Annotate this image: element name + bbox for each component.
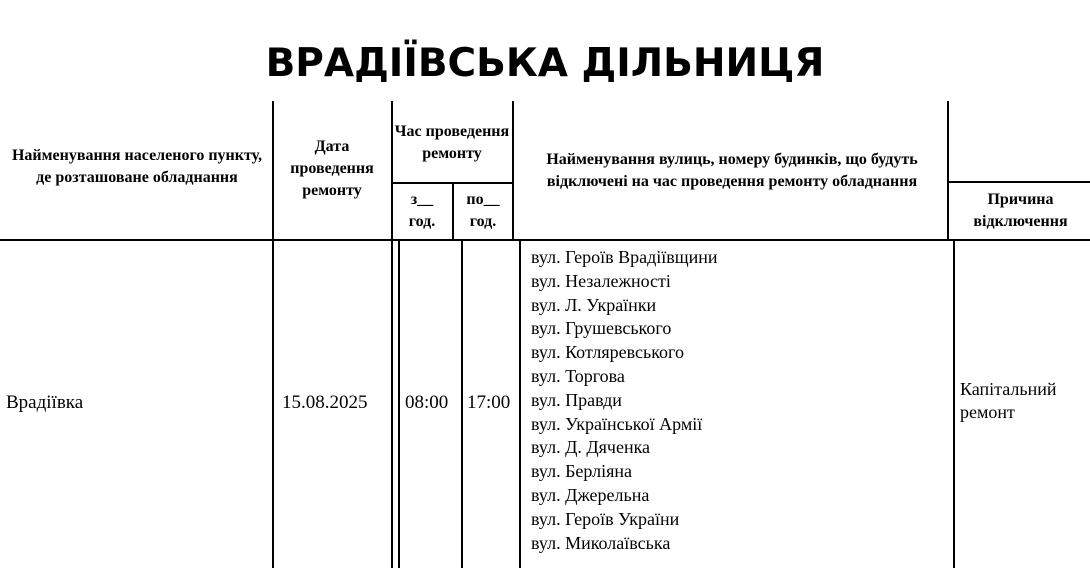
list-item: вул. Незалежності [531,270,671,291]
list-item: вул. Героїв Врадіївщини [531,247,718,267]
list-item: вул. Д. Дяченка [531,437,651,458]
header-to: по__ год. [466,191,500,230]
list-item: вул. Героїв України [531,508,680,529]
page-title: ВРАДІЇВСЬКА ДІЛЬНИЦЯ [265,41,825,86]
grid-line [461,240,463,568]
from-cell: 08:00 [405,391,449,413]
reason-cell: Капітальний ремонт [960,379,1057,422]
header-settlement: Найменування населеного пункту, де розташоване обладнання [11,147,263,186]
grid-line [391,101,393,568]
grid-line [391,182,514,184]
list-item: вул. Миколаївська [531,532,671,553]
list-item: вул. Грушевського [531,318,672,339]
header-time: Час проведення ремонту [394,123,510,162]
date-cell: 15.08.2025 [282,391,368,413]
list-item: вул. Котляревського [531,342,684,363]
grid-line [947,101,949,240]
header-from: з__ год. [408,191,436,230]
grid-line [452,182,454,240]
settlement-cell: Врадіївка [6,391,84,413]
header-streets: Найменування вулиць, номеру будинків, що будуть відключені на час проведення ремонту обладнання [546,151,918,190]
list-item: вул. Правди [531,389,622,410]
grid-line [0,239,1090,241]
grid-line [512,101,514,240]
header-reason: Причина відключення [973,191,1068,230]
list-item: вул. Берліяна [531,461,633,482]
list-item: вул. Джерельна [531,484,650,505]
list-item: вул. Торгова [531,365,625,386]
list-item: вул. Української Армії [531,413,703,434]
list-item: вул. Л. Українки [531,294,657,315]
header-date: Дата проведення ремонту [290,138,374,199]
grid-line [272,101,274,568]
to-cell: 17:00 [467,391,511,413]
grid-line [519,240,521,568]
grid-line [398,240,400,568]
grid-line [953,240,955,568]
street-list [531,246,946,555]
grid-line [947,181,1090,183]
